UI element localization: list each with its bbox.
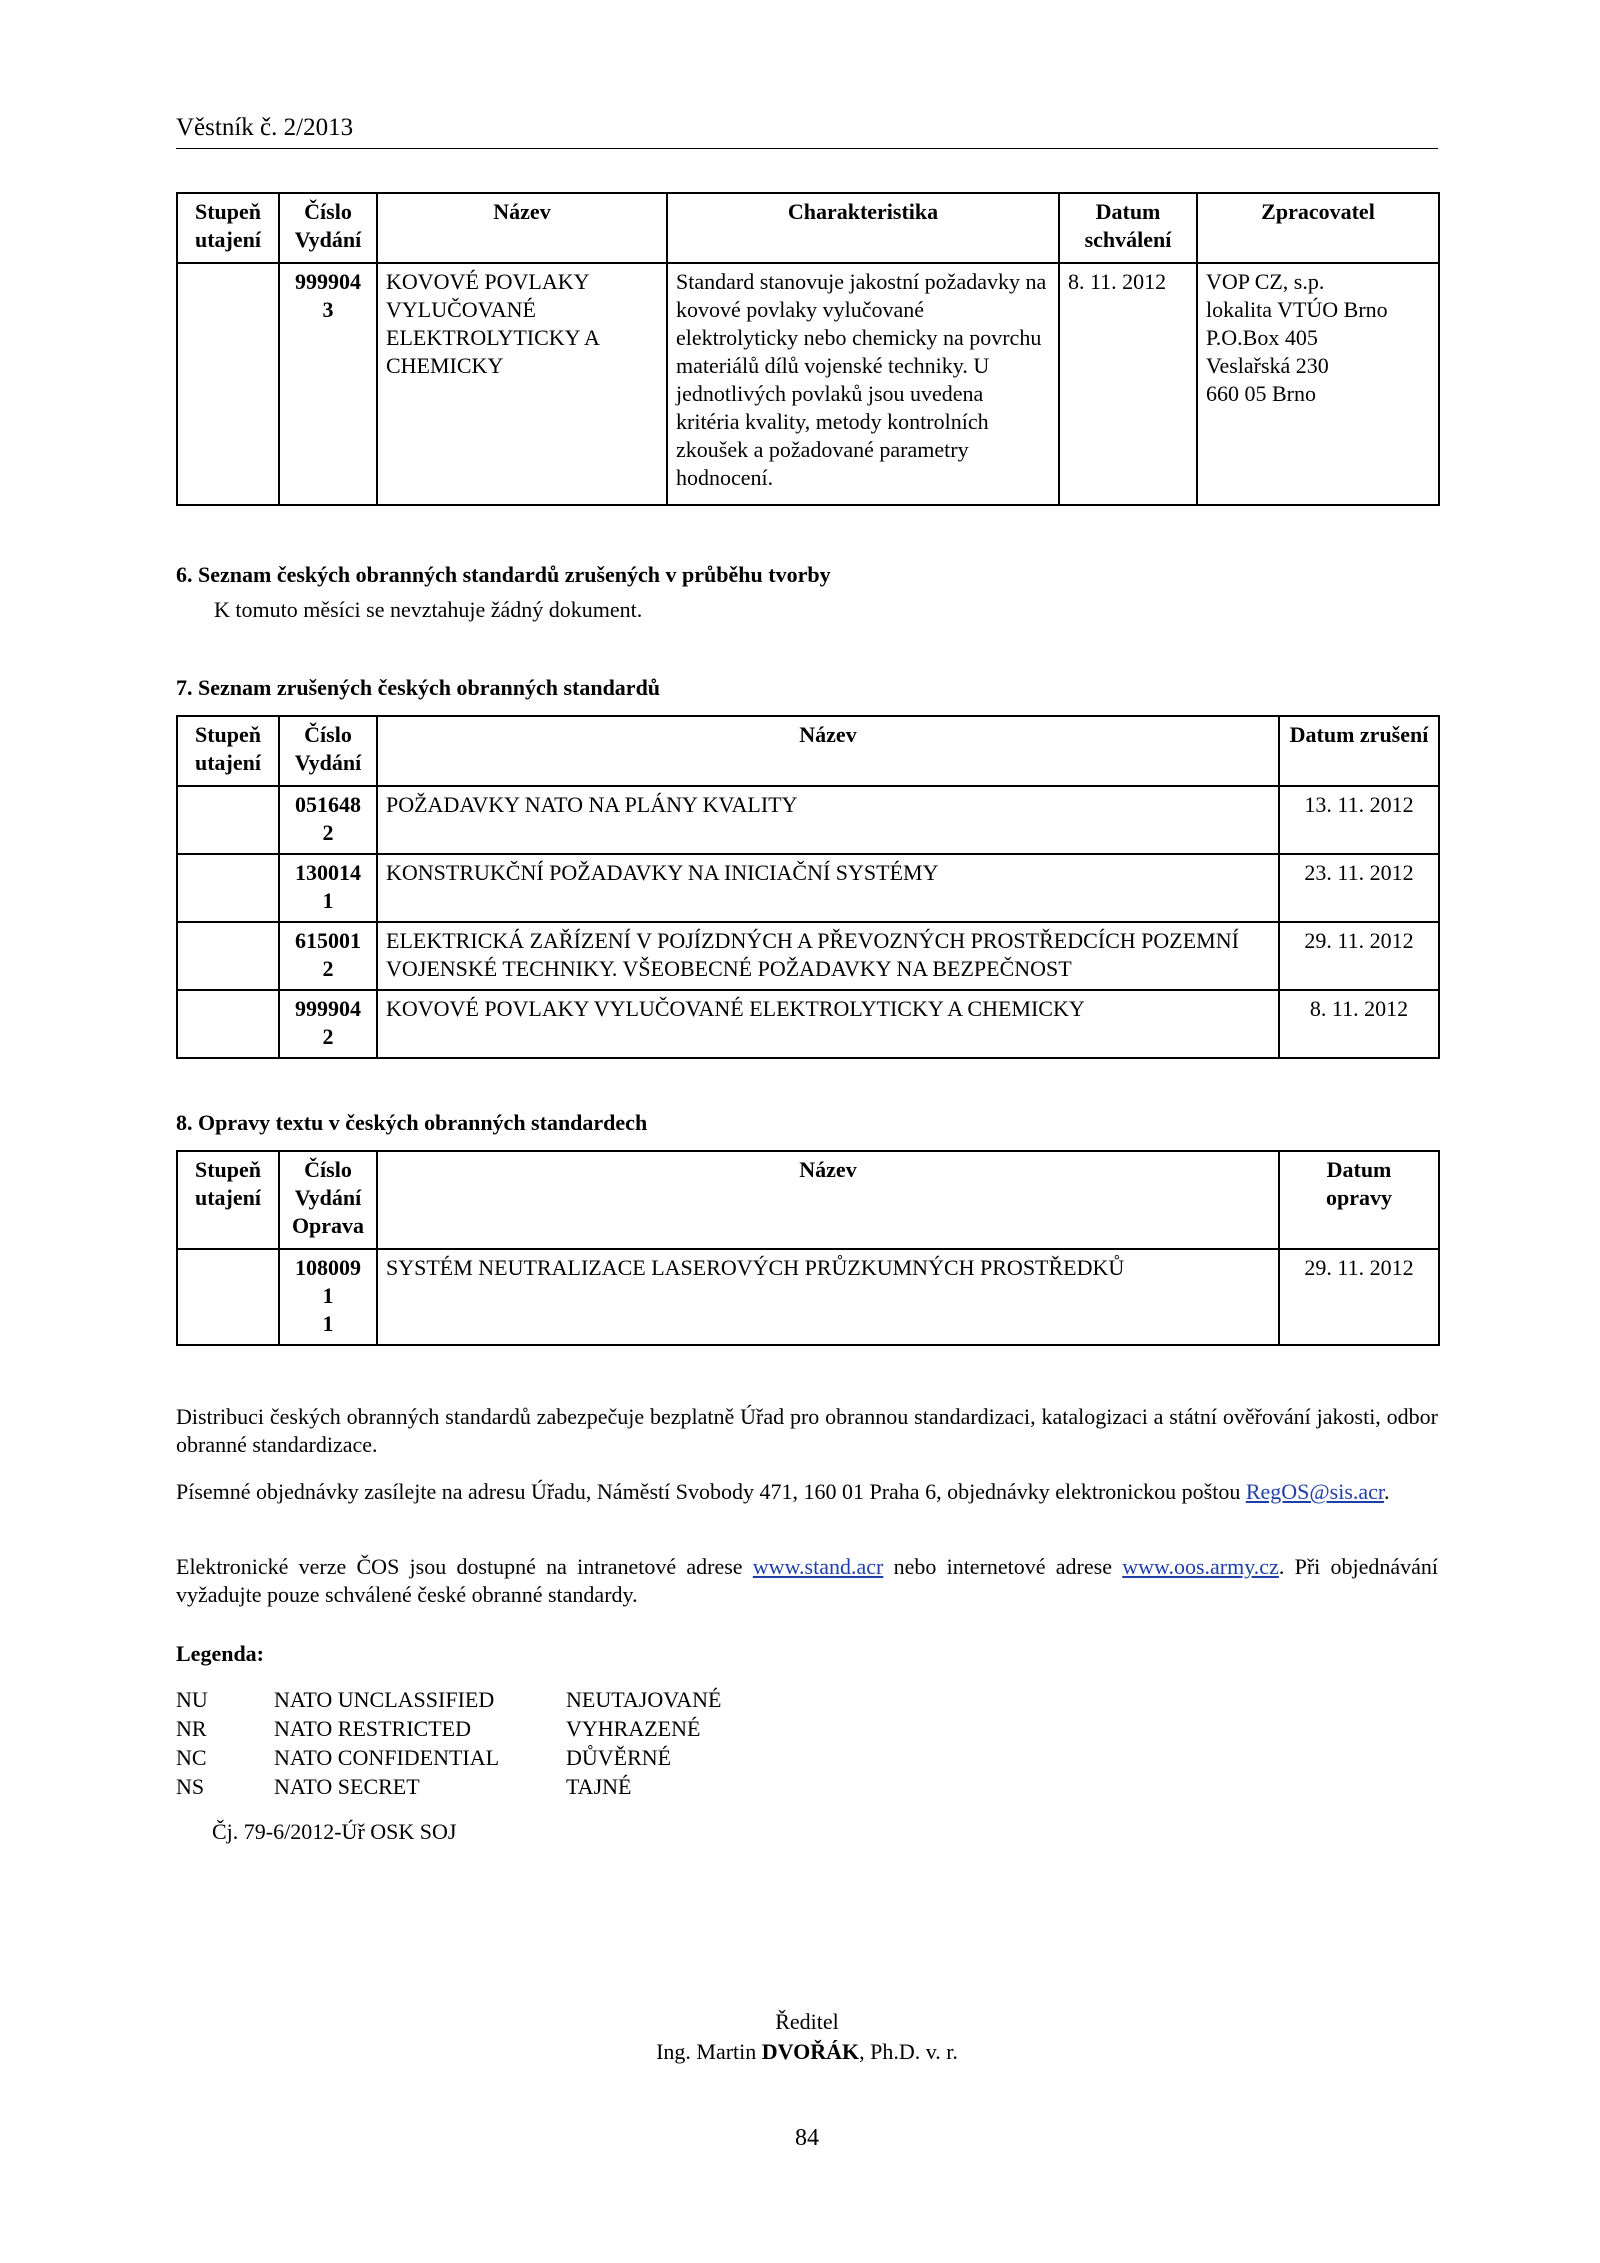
legend-item [176,1744,776,1773]
cell-datum: 8. 11. 2012 [1279,990,1439,1058]
table-row [177,786,1439,854]
signature-name [176,2038,1438,2066]
legend-title: Legenda: [176,1641,264,1666]
cell-charakteristika: Standard stanovuje jakostní požadavky na kovové povlaky vylučované elektrolyticky nebo chemicky na povrchu materiálů dílů vojenské techniky. U jednotlivých povlaků jsou uvedena kritéria kvality, metody kontrolních zkoušek a požadované parametry hodnocení. [667,263,1059,505]
reference-number: Čj. 79-6/2012-Úř OSK SOJ [212,1819,457,1844]
standard-number: 999904 [295,269,361,294]
header-line: utajení [195,1185,261,1210]
table-row [177,263,1439,505]
corrections-table [176,1150,1440,1346]
legend-nato: NATO SECRET [274,1774,420,1799]
cell-zpracovatel [1197,263,1439,505]
header-nazev: Název [377,716,1279,786]
edition-number: 2 [322,956,334,981]
header-line: Datum [1326,1157,1392,1182]
table-header-row [177,1151,1439,1249]
processor-line: VOP CZ, s.p. [1206,269,1325,294]
electronic-text-c: Při objednávání vyžadujte pouze schválené české obranné standardy. [176,1554,1439,1607]
cell-cislo [279,854,377,922]
section-6-title: 6. Seznam českých obranných standardů zrušených v průběhu tvorby [176,562,831,587]
header-zpracovatel: Zpracovatel [1197,193,1439,263]
cell-cislo [279,263,377,505]
legend-code: NU [176,1687,208,1712]
header-line: Stupeň [194,1157,262,1182]
legend-item [176,1686,776,1715]
cell-nazev: ELEKTRICKÁ ZAŘÍZENÍ V POJÍZDNÝCH A PŘEVOZNÝCH PROSTŘEDCÍCH POZEMNÍ VOJENSKÉ TECHNIKY. VŠEOBECNÉ POŽADAVKY NA BEZPEČNOST [377,922,1279,990]
journal-title: Věstník č. 2/2013 [176,114,354,141]
header-cislo: Číslo Vydání [279,716,377,786]
table-row [177,1249,1439,1345]
approved-standards-table [176,192,1440,506]
cell-nazev: POŽADAVKY NATO NA PLÁNY KVALITY [377,786,1279,854]
header-nazev: Název [377,1151,1279,1249]
electronic-versions-paragraph: Elektronické verze ČOS jsou dostupné na intranetové adrese www.stand.acr nebo internetové adrese www.oos.army.cz. Při objednávání vyžadujte pouze schválené české obranné standardy. [176,1554,1439,1607]
legend-nato: NATO RESTRICTED [274,1716,471,1741]
cell-stupen [177,1249,279,1345]
table-row [177,990,1439,1058]
legend-list [176,1686,776,1802]
header-datum [1279,1151,1439,1249]
processor-line: 660 05 Brno [1206,381,1316,406]
header-cislo [279,1151,377,1249]
electronic-text-a: Elektronické verze ČOS jsou dostupné na intranetové adrese [176,1554,743,1579]
email-link[interactable]: RegOS@sis.acr [1245,1479,1385,1504]
processor-line: Veslařská 230 [1206,353,1329,378]
cell-stupen [177,922,279,990]
edition-number: 1 [322,888,334,913]
legend-nato: NATO UNCLASSIFIED [274,1687,495,1712]
header-charakteristika: Charakteristika [667,193,1059,263]
cell-stupen [177,263,279,505]
legend-code: NS [176,1774,205,1799]
withdrawn-standards-table [176,715,1440,1059]
header-stupen: Stupeň utajení [177,193,279,263]
legend-cz: DŮVĚRNÉ [566,1745,672,1770]
cell-cislo [279,1249,377,1345]
section-7-title: 7. Seznam zrušených českých obranných standardů [176,675,661,700]
edition-number: 1 [322,1283,334,1308]
cell-nazev: SYSTÉM NEUTRALIZACE LASEROVÝCH PRŮZKUMNÝCH PROSTŘEDKŮ [377,1249,1279,1345]
standard-number: 051648 [295,792,361,817]
table-row [177,854,1439,922]
table-row [177,922,1439,990]
header-datum: Datum zrušení [1279,716,1439,786]
cell-cislo [279,786,377,854]
cell-stupen [177,990,279,1058]
cell-datum: 29. 11. 2012 [1279,1249,1439,1345]
distribution-paragraph: Distribuci českých obranných standardů zabezpečuje bezplatně Úřad pro obrannou standardizaci, katalogizaci a státní ověřování jakosti, odbor obranné standardizace. [176,1404,1438,1457]
cell-datum: 13. 11. 2012 [1279,786,1439,854]
standard-number: 108009 [295,1255,361,1280]
legend-item [176,1715,776,1744]
cell-datum: 29. 11. 2012 [1279,922,1439,990]
legend-cz: VYHRAZENÉ [566,1716,701,1741]
electronic-text-b: nebo internetové adrese [893,1554,1112,1579]
cell-stupen [177,786,279,854]
legend-code: NC [176,1745,207,1770]
cell-nazev: KOVOVÉ POVLAKY VYLUČOVANÉ ELEKTROLYTICKY A CHEMICKY [377,990,1279,1058]
signature-name-pre: Ing. Martin [656,2039,757,2064]
cell-datum: 8. 11. 2012 [1059,263,1197,505]
edition-number: 3 [322,297,334,322]
cell-stupen [177,854,279,922]
header-datum: Datum schválení [1059,193,1197,263]
table-header-row [177,193,1439,263]
standard-number: 615001 [295,928,361,953]
cell-cislo [279,990,377,1058]
orders-text: Písemné objednávky zasílejte na adresu Úřadu, Náměstí Svobody 471, 160 01 Praha 6, objednávky elektronickou poštou [176,1479,1241,1504]
cell-nazev: KONSTRUKČNÍ POŽADAVKY NA INICIAČNÍ SYSTÉMY [377,854,1279,922]
header-cislo: Číslo Vydání [279,193,377,263]
page-number: 84 [795,2125,819,2151]
legend-code: NR [176,1716,207,1741]
processor-line: P.O.Box 405 [1206,325,1318,350]
intranet-link[interactable]: www.stand.acr [752,1554,884,1579]
table-header-row [177,716,1439,786]
page-header [176,112,1438,149]
header-line: Číslo [304,1157,352,1182]
header-nazev: Název [377,193,667,263]
processor-line: lokalita VTÚO Brno [1206,297,1388,322]
internet-link[interactable]: www.oos.army.cz [1122,1554,1279,1579]
signature-name-post: , Ph.D. v. r. [859,2039,958,2064]
header-stupen: Stupeň utajení [177,716,279,786]
cell-datum: 23. 11. 2012 [1279,854,1439,922]
legend-cz: NEUTAJOVANÉ [566,1687,722,1712]
header-line: opravy [1326,1185,1392,1210]
edition-number: 2 [322,1024,334,1049]
orders-paragraph: Písemné objednávky zasílejte na adresu Úřadu, Náměstí Svobody 471, 160 01 Praha 6, objednávky elektronickou poštou RegOS@sis.acr. [176,1479,1390,1504]
correction-number: 1 [322,1311,334,1336]
section-6-text: K tomuto měsíci se nevztahuje žádný dokument. [214,597,643,622]
legend-item [176,1773,776,1802]
standard-number: 130014 [295,860,361,885]
legend-cz: TAJNÉ [566,1774,632,1799]
cell-nazev: KOVOVÉ POVLAKY VYLUČOVANÉ ELEKTROLYTICKY A CHEMICKY [377,263,667,505]
standard-number: 999904 [295,996,361,1021]
legend-nato: NATO CONFIDENTIAL [274,1745,500,1770]
signature-role: Ředitel [775,2009,839,2034]
header-line: Vydání [294,1185,362,1210]
signature-name-surname: DVOŘÁK [761,2039,860,2064]
edition-number: 2 [322,820,334,845]
section-8-title: 8. Opravy textu v českých obranných standardech [176,1110,648,1135]
header-line: Oprava [291,1213,365,1238]
header-stupen [177,1151,279,1249]
cell-cislo [279,922,377,990]
